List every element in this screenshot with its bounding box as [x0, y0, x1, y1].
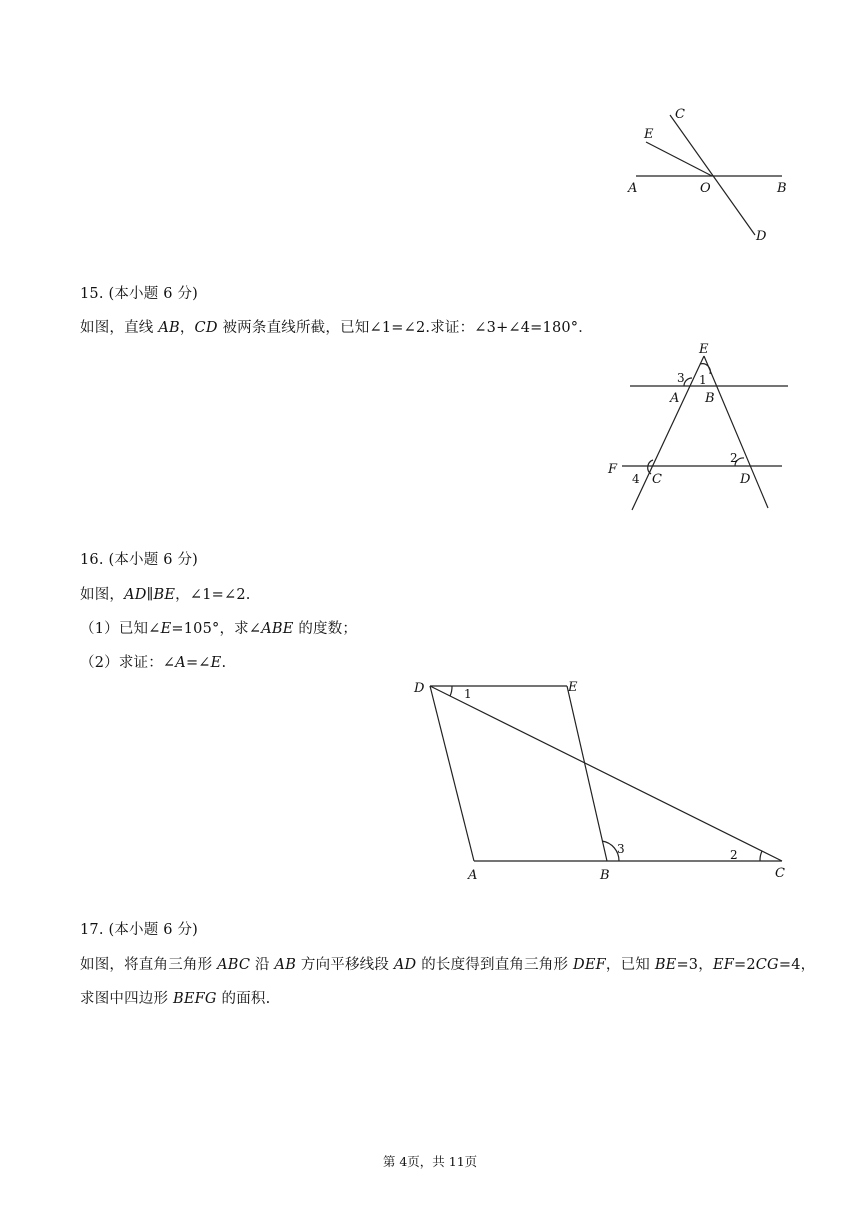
figure-q15 — [600, 338, 800, 518]
label-c: C — [652, 472, 662, 487]
label-b: B — [705, 391, 715, 406]
figure-q16 — [400, 670, 800, 890]
q17-header: 17. (本小题 6 分) — [80, 922, 199, 938]
figure-q14 — [620, 100, 810, 250]
segment-eb — [567, 686, 607, 861]
angle-1: 1 — [699, 373, 707, 387]
q16-given: 如图，AD∥BE，∠1=∠2. — [80, 587, 251, 603]
line-cd — [670, 115, 755, 235]
line-bd — [704, 356, 768, 508]
label-c: C — [675, 107, 685, 122]
label-d: D — [756, 229, 767, 244]
line-ac — [632, 356, 704, 510]
q15-text: 如图，直线 AB，CD 被两条直线所截，已知∠1=∠2.求证：∠3+∠4=180°． — [80, 320, 593, 336]
q16-part1: （1）已知∠E=105°，求∠ABE 的度数； — [80, 621, 358, 637]
angle-2: 2 — [730, 451, 738, 465]
q16-part2: （2）求证：∠A=∠E. — [80, 655, 227, 671]
segment-da — [430, 686, 474, 861]
angle-3: 3 — [617, 842, 625, 856]
q16-header: 16. (本小题 6 分) — [80, 552, 199, 568]
label-d: D — [740, 472, 751, 487]
label-e: E — [568, 680, 578, 695]
label-e: E — [644, 127, 654, 142]
label-c: C — [775, 866, 785, 881]
arc-2 — [760, 851, 762, 861]
q15-header: 15. (本小题 6 分) — [80, 286, 199, 302]
segment-dc — [430, 686, 782, 861]
label-a: A — [468, 868, 478, 883]
angle-4: 4 — [632, 472, 640, 486]
label-a: A — [670, 391, 680, 406]
page-footer: 第 4页，共 11页 — [382, 1154, 478, 1169]
q17-text-line2: 求图中四边形 BEFG 的面积. — [80, 991, 271, 1007]
label-a: A — [628, 181, 638, 196]
label-b: B — [600, 868, 610, 883]
label-b: B — [777, 181, 787, 196]
angle-3: 3 — [677, 371, 685, 385]
ray-oe — [646, 142, 712, 176]
label-e: E — [699, 342, 709, 357]
angle-1: 1 — [464, 687, 472, 701]
q17-text-line1: 如图，将直角三角形 ABC 沿 AB 方向平移线段 AD 的长度得到直角三角形 DEF，已知 BE=3，EF=2CG=4， — [80, 957, 816, 973]
label-f: F — [608, 462, 618, 477]
label-o: O — [700, 181, 711, 196]
arc-1 — [450, 686, 452, 696]
angle-2: 2 — [730, 848, 738, 862]
label-d: D — [414, 681, 425, 696]
